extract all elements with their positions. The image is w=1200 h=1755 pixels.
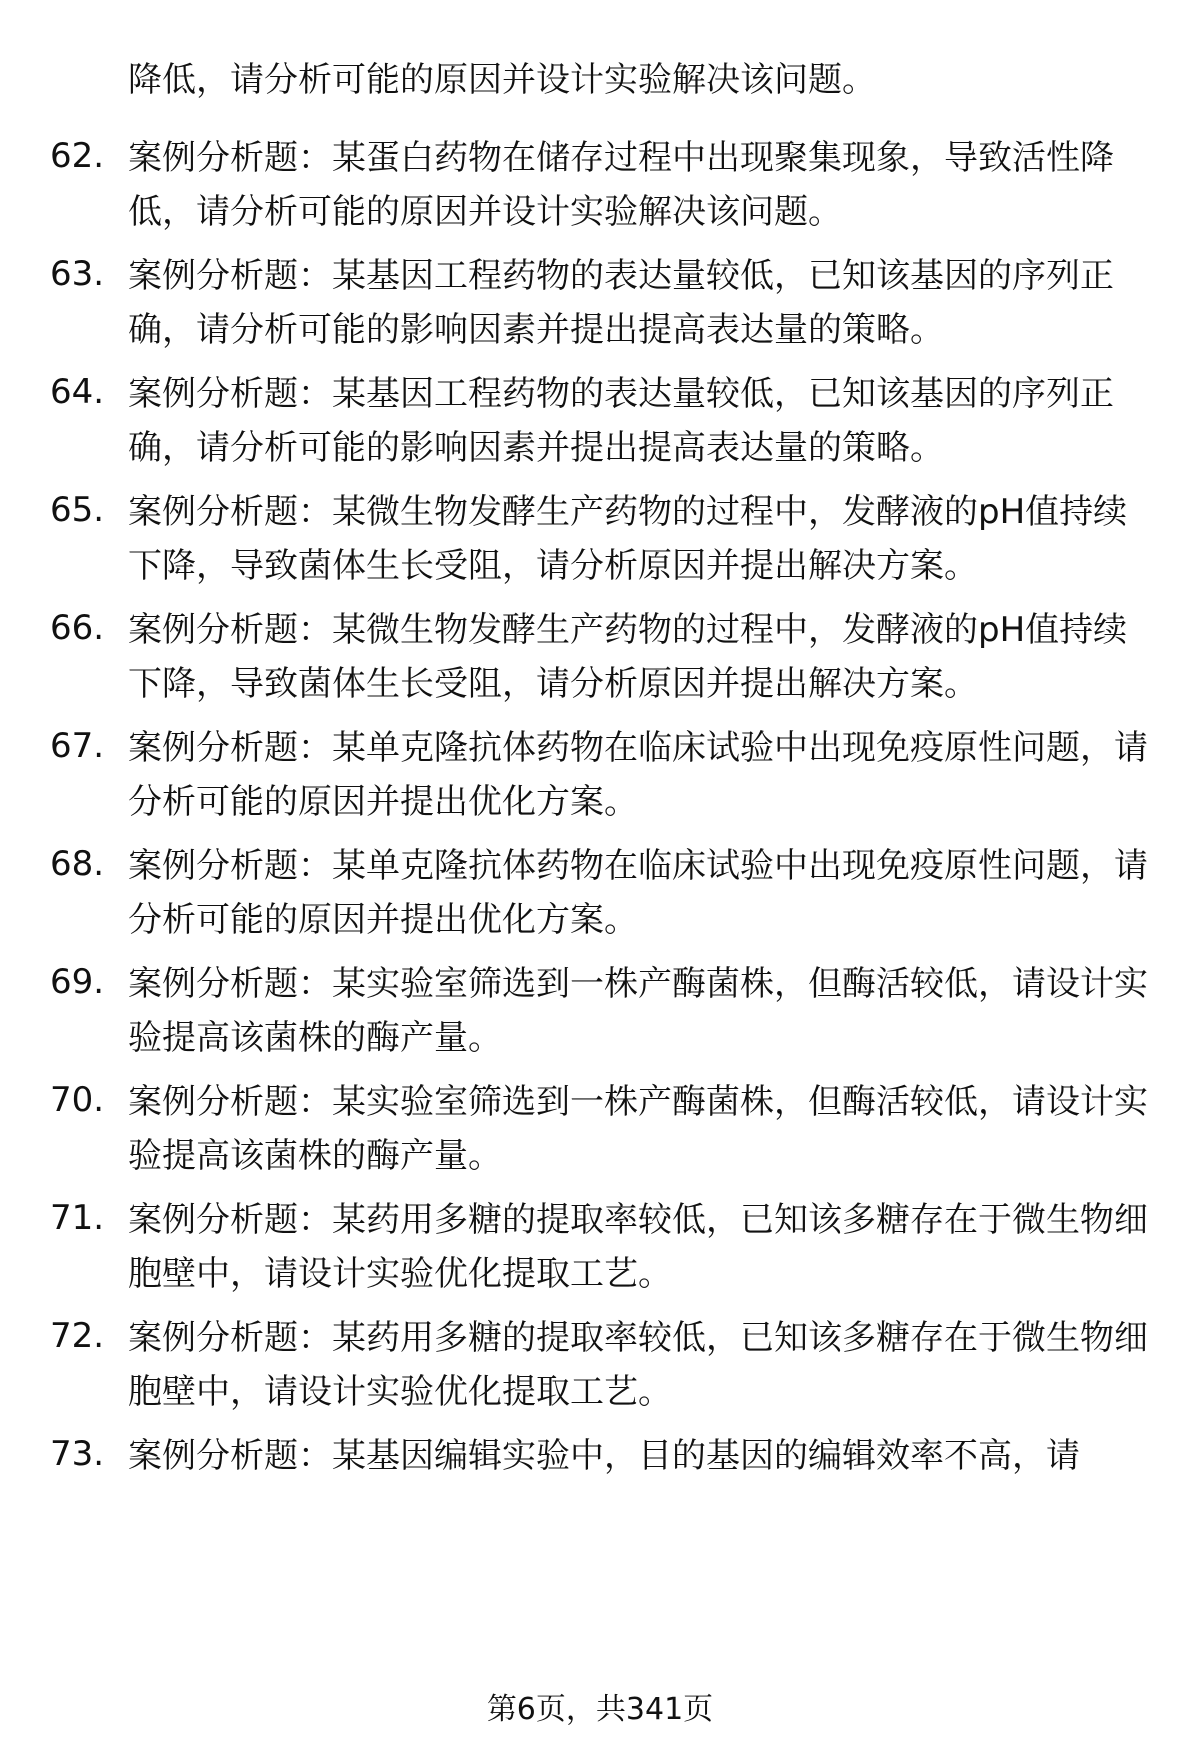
question-number: 67. [50,726,105,766]
question-text: 案例分析题：某微生物发酵生产药物的过程中，发酵液的pH值持续下降，导致菌体生长受阻，请分析原因并提出解决方案。 [128,610,1128,704]
question-number: 68. [50,844,105,884]
question-text: 案例分析题：某实验室筛选到一株产酶菌株，但酶活较低，请设计实验提高该菌株的酶产量。 [128,1082,1148,1176]
question-number: 62. [50,136,105,176]
question-text: 案例分析题：某单克隆抗体药物在临床试验中出现免疫原性问题，请分析可能的原因并提出优化方案。 [128,846,1148,940]
question-number: 63. [50,254,105,294]
question-text: 案例分析题：某实验室筛选到一株产酶菌株，但酶活较低，请设计实验提高该菌株的酶产量。 [128,964,1148,1058]
question-text: 案例分析题：某单克隆抗体药物在临床试验中出现免疫原性问题，请分析可能的原因并提出优化方案。 [128,728,1148,822]
question-text: 案例分析题：某基因编辑实验中，目的基因的编辑效率不高，请 [128,1436,1080,1476]
question-text: 案例分析题：某药用多糖的提取率较低，已知该多糖存在于微生物细胞壁中，请设计实验优化提取工艺。 [128,1318,1148,1412]
question-text: 案例分析题：某药用多糖的提取率较低，已知该多糖存在于微生物细胞壁中，请设计实验优化提取工艺。 [128,1200,1148,1294]
question-number: 71. [50,1198,105,1238]
question-number: 70. [50,1080,105,1120]
question-number: 64. [50,372,105,412]
question-number: 65. [50,490,105,530]
question-text: 案例分析题：某基因工程药物的表达量较低，已知该基因的序列正确，请分析可能的影响因素并提出提高表达量的策略。 [128,256,1114,350]
continued-question-text: 降低，请分析可能的原因并设计实验解决该问题。 [128,60,876,100]
question-number: 73. [50,1434,105,1474]
question-number: 66. [50,608,105,648]
question-text: 案例分析题：某蛋白药物在储存过程中出现聚集现象，导致活性降低，请分析可能的原因并设计实验解决该问题。 [128,138,1114,232]
question-text: 案例分析题：某基因工程药物的表达量较低，已知该基因的序列正确，请分析可能的影响因素并提出提高表达量的策略。 [128,374,1114,468]
page-footer: 第6页，共341页 [486,1692,714,1727]
question-text: 案例分析题：某微生物发酵生产药物的过程中，发酵液的pH值持续下降，导致菌体生长受阻，请分析原因并提出解决方案。 [128,492,1128,586]
question-number: 69. [50,962,105,1002]
question-number: 72. [50,1316,105,1356]
